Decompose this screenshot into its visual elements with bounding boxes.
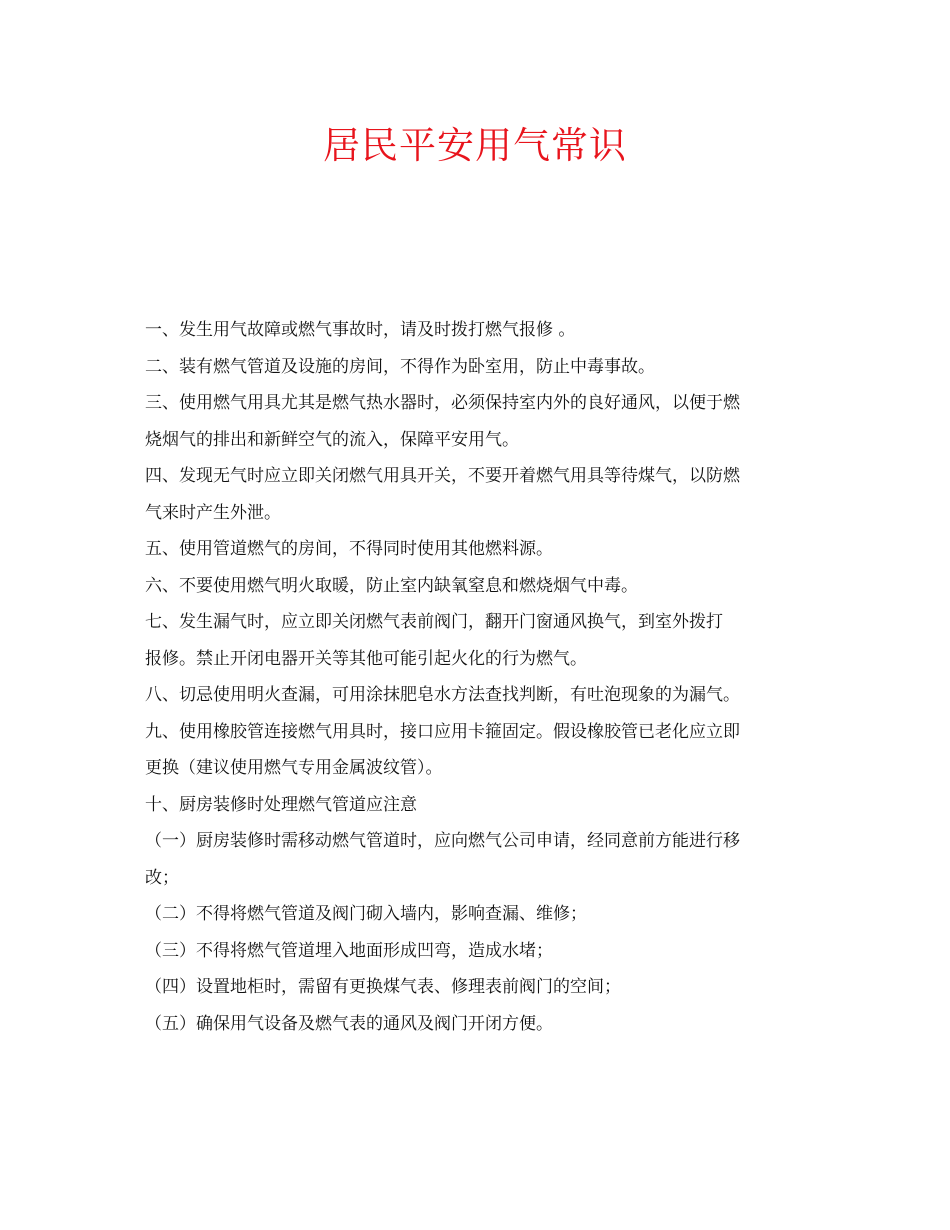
paragraph-2 — [145, 349, 805, 386]
paragraph-15 — [145, 1006, 805, 1043]
paragraph-7 — [145, 604, 805, 677]
paragraph-line: 更换（建议使用燃气专用金属波纹管）。 — [145, 758, 443, 778]
paragraph-line: 五、使用管道燃气的房间，不得同时使用其他燃料源。 — [145, 539, 553, 559]
paragraph-10 — [145, 787, 805, 824]
paragraph-11 — [145, 823, 805, 896]
paragraph-line: 改； — [145, 867, 179, 888]
document-body — [145, 312, 805, 1042]
paragraph-12 — [145, 896, 805, 933]
paragraph-4 — [145, 458, 805, 531]
document-title: 居民平安用气常识 — [323, 124, 627, 167]
paragraph-13 — [145, 933, 805, 970]
paragraph-5 — [145, 531, 805, 568]
paragraph-8 — [145, 677, 805, 714]
paragraph-line: 烧烟气的排出和新鲜空气的流入，保障平安用气。 — [145, 429, 519, 450]
paragraph-line: 九、使用橡胶管连接燃气用具时，接口应用卡箍固定。假设橡胶管已老化应立即 — [145, 721, 740, 742]
paragraph-line: 六、不要使用燃气明火取暖，防止室内缺氧窒息和燃烧烟气中毒。 — [145, 575, 638, 596]
paragraph-line: （三）不得将燃气管道埋入地面形成凹弯，造成水堵； — [145, 940, 553, 961]
paragraph-line: （一）厨房装修时需移动燃气管道时，应向燃气公司申请，经同意前方能进行移 — [145, 831, 740, 851]
paragraph-9 — [145, 714, 805, 787]
paragraph-line: 二、装有燃气管道及设施的房间，不得作为卧室用，防止中毒事故。 — [145, 356, 655, 377]
paragraph-14 — [145, 969, 805, 1006]
paragraph-line: （二）不得将燃气管道及阀门砌入墙内，影响查漏、维修； — [145, 904, 587, 924]
paragraph-3 — [145, 385, 805, 458]
paragraph-line: （五）确保用气设备及燃气表的通风及阀门开闭方便。 — [145, 1013, 553, 1034]
paragraph-line: 气来时产生外泄。 — [145, 502, 281, 523]
paragraph-line: （四）设置地柜时，需留有更换煤气表、修理表前阀门的空间； — [145, 977, 621, 997]
paragraph-line: 四、发现无气时应立即关闭燃气用具开关，不要开着燃气用具等待煤气，以防燃 — [145, 466, 740, 486]
paragraph-line: 报修。禁止开闭电器开关等其他可能引起火化的行为燃气。 — [145, 648, 587, 669]
paragraph-line: 一、发生用气故障或燃气事故时，请及时拨打燃气报修 。 — [145, 320, 576, 340]
paragraph-6 — [145, 568, 805, 605]
paragraph-line: 十、厨房装修时处理燃气管道应注意 — [145, 794, 417, 815]
paragraph-line: 八、切忌使用明火查漏，可用涂抹肥皂水方法查找判断，有吐泡现象的为漏气。 — [145, 685, 740, 705]
paragraph-line: 三、使用燃气用具尤其是燃气热水器时，必须保持室内外的良好通风，以便于燃 — [145, 393, 740, 413]
paragraph-line: 七、发生漏气时，应立即关闭燃气表前阀门，翻开门窗通风换气，到室外拨打 — [145, 612, 723, 632]
paragraph-1 — [145, 312, 805, 349]
